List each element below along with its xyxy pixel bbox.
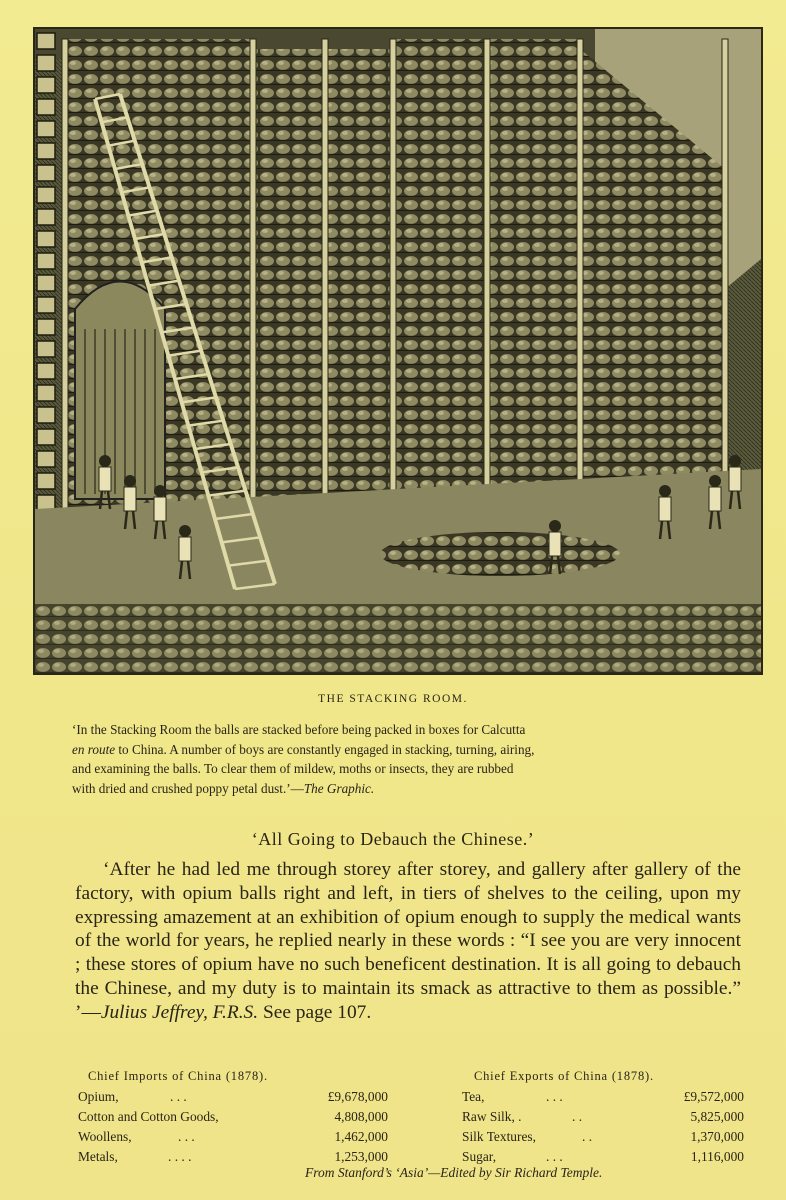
table-row bbox=[462, 1107, 744, 1127]
illustration-caption bbox=[72, 720, 740, 798]
exports-table bbox=[462, 1066, 744, 1167]
worker-body bbox=[124, 487, 136, 511]
row-dots: . . . bbox=[170, 1089, 187, 1104]
caption-line bbox=[72, 779, 740, 799]
border-ornament bbox=[37, 363, 55, 379]
shelf-post bbox=[484, 39, 490, 529]
row-label: Sugar, bbox=[462, 1149, 497, 1164]
section-title: ‘All Going to Debauch the Chinese.’ bbox=[251, 829, 535, 849]
shelf-post bbox=[322, 39, 328, 529]
worker-head bbox=[729, 455, 741, 467]
worker-body bbox=[154, 497, 166, 521]
row-dots: . . bbox=[572, 1109, 583, 1124]
worker-head bbox=[124, 475, 136, 487]
caption-text: to China. A number of boys are constantly engaged in stacking, turning, airing, bbox=[115, 741, 535, 757]
engraving-image bbox=[35, 29, 761, 673]
row-label: Silk Textures, bbox=[462, 1129, 536, 1144]
border-ornament bbox=[37, 99, 55, 115]
border-ornament bbox=[37, 297, 55, 313]
border-ornament bbox=[37, 77, 55, 93]
shelf-post bbox=[62, 39, 68, 529]
stacking-room-illustration bbox=[33, 27, 763, 675]
border-ornament bbox=[37, 451, 55, 467]
imports-table bbox=[78, 1066, 388, 1167]
row-label: Opium, bbox=[78, 1089, 119, 1104]
row-label: Tea, bbox=[462, 1089, 485, 1104]
row-value: £9,572,000 bbox=[683, 1089, 744, 1104]
row-dots: . . . bbox=[178, 1129, 195, 1144]
exports-heading: Chief Exports of China (1878). bbox=[474, 1069, 654, 1083]
worker-body bbox=[659, 497, 671, 521]
quote-reference: See page 107. bbox=[258, 1001, 372, 1023]
worker-body bbox=[709, 487, 721, 511]
worker-head bbox=[99, 455, 111, 467]
center-ball-heap bbox=[380, 532, 620, 576]
table-row bbox=[78, 1087, 388, 1107]
floor-ball-pile bbox=[35, 604, 761, 673]
shelf-post bbox=[577, 39, 583, 529]
table-row bbox=[78, 1127, 388, 1147]
border-ornament bbox=[37, 429, 55, 445]
border-ornament bbox=[37, 187, 55, 203]
shelf-post bbox=[722, 39, 728, 529]
border-ornament bbox=[37, 473, 55, 489]
worker-head bbox=[549, 520, 561, 532]
row-label: Woollens, bbox=[78, 1129, 132, 1144]
shelf-post bbox=[250, 39, 256, 529]
quote-text: ‘After he had led me through storey after storey, and gallery after gallery of the factory, with opium balls right and left, in tiers of shelves to the ceiling, upon my expressing amazement at an exhibition of opium enough to supply the medical wants of the world for years, he replied nearly in these words : “I see you are very innocent ; these stores of opium have no such beneficent destination. It is all going to debauch the Chinese, and my duty is to maintain its smack as attractive to them as possible.” ’— bbox=[75, 859, 741, 1023]
row-value: 1,253,000 bbox=[334, 1149, 388, 1164]
row-dots: . . bbox=[582, 1129, 593, 1144]
border-ornament bbox=[37, 143, 55, 159]
border-ornament bbox=[37, 385, 55, 401]
worker-head bbox=[709, 475, 721, 487]
caption-source: The Graphic. bbox=[303, 780, 375, 796]
border-ornament bbox=[37, 341, 55, 357]
source-credit: From Stanford’s ‘Asia’—Edited by Sir Richard Temple. bbox=[305, 1165, 603, 1180]
row-value: 1,462,000 bbox=[334, 1129, 388, 1144]
border-ornament bbox=[37, 253, 55, 269]
row-value: 4,808,000 bbox=[334, 1109, 388, 1124]
worker-body bbox=[729, 467, 741, 491]
quote-paragraph bbox=[75, 858, 741, 1025]
shelf-post bbox=[390, 39, 396, 529]
table-row bbox=[462, 1087, 744, 1107]
caption-line: ‘In the Stacking Room the balls are stacked before being packed in boxes for Calcutta bbox=[72, 722, 526, 737]
caption-italic: en route bbox=[72, 741, 116, 757]
imports-heading: Chief Imports of China (1878). bbox=[88, 1069, 268, 1083]
row-value: 1,370,000 bbox=[690, 1129, 744, 1144]
row-value: 5,825,000 bbox=[690, 1109, 744, 1124]
border-ornament bbox=[37, 319, 55, 335]
row-label: Raw Silk, . bbox=[462, 1109, 522, 1124]
border-ornament bbox=[37, 231, 55, 247]
worker-head bbox=[154, 485, 166, 497]
illustration-title: THE STACKING ROOM. bbox=[318, 693, 468, 705]
worker-head bbox=[659, 485, 671, 497]
table-row bbox=[78, 1107, 388, 1127]
border-ornament bbox=[37, 275, 55, 291]
worker-body bbox=[99, 467, 111, 491]
row-label: Metals, bbox=[78, 1149, 118, 1164]
border-ornament bbox=[37, 209, 55, 225]
worker-body bbox=[549, 532, 561, 556]
caption-line bbox=[72, 740, 740, 760]
border-ornament bbox=[37, 55, 55, 71]
border-ornament bbox=[37, 407, 55, 423]
row-dots: . . . . bbox=[168, 1149, 192, 1164]
row-label: Cotton and Cotton Goods, bbox=[78, 1109, 219, 1124]
quote-source: Julius Jeffrey, F.R.S. bbox=[100, 1001, 259, 1023]
table-row bbox=[462, 1127, 744, 1147]
worker-head bbox=[179, 525, 191, 537]
row-dots: . . . bbox=[546, 1149, 563, 1164]
row-value: £9,678,000 bbox=[327, 1089, 388, 1104]
table-row bbox=[462, 1147, 744, 1167]
table-row bbox=[78, 1147, 388, 1167]
row-value: 1,116,000 bbox=[690, 1149, 744, 1164]
border-ornament bbox=[37, 33, 55, 49]
border-ornament bbox=[37, 121, 55, 137]
row-dots: . . . bbox=[546, 1089, 563, 1104]
caption-line: and examining the balls. To clear them of mildew, moths or insects, they are rubbed bbox=[72, 761, 514, 776]
worker-body bbox=[179, 537, 191, 561]
border-ornament bbox=[37, 165, 55, 181]
caption-text: with dried and crushed poppy petal dust.’— bbox=[72, 780, 304, 796]
archway bbox=[75, 282, 165, 500]
